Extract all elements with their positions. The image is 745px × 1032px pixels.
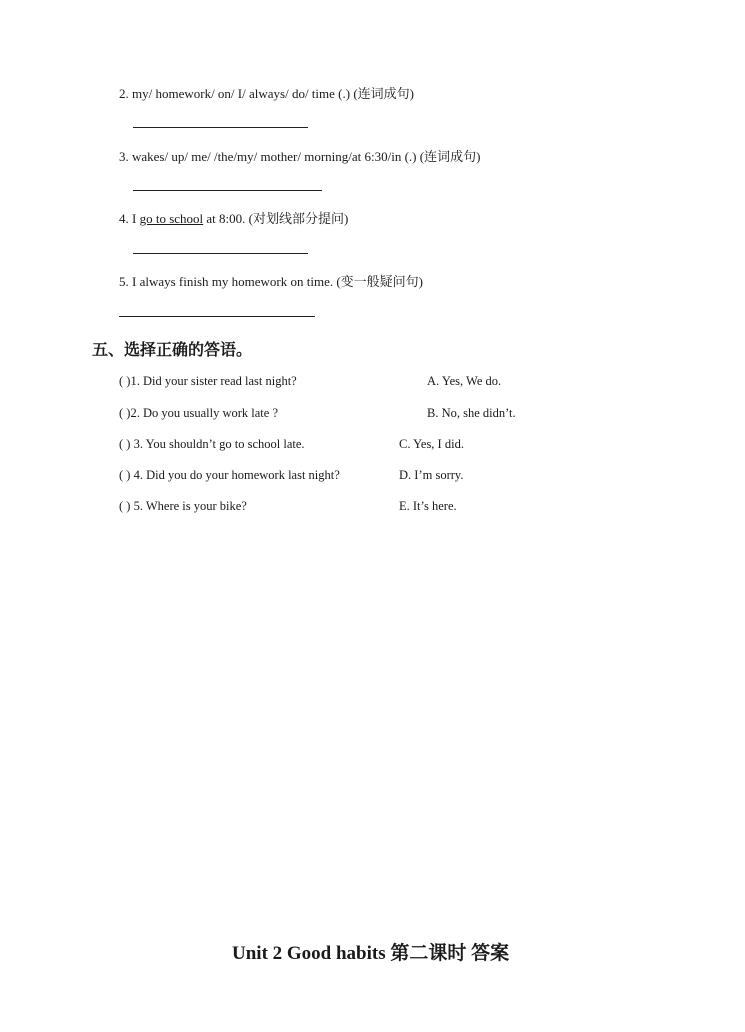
question-4-underlined: go to school — [139, 211, 204, 226]
match-answer-e: E. It’s here. — [399, 499, 457, 513]
match-question-3: ( ) 3. You shouldn’t go to school late. — [119, 437, 305, 451]
answer-line-3[interactable] — [133, 190, 322, 191]
match-answer-d: D. I’m sorry. — [399, 468, 464, 482]
match-question-5: ( ) 5. Where is your bike? — [119, 499, 247, 513]
question-4 — [119, 208, 348, 227]
match-answer-c: C. Yes, I did. — [399, 437, 464, 451]
answer-line-4[interactable] — [133, 253, 308, 254]
answer-key-title: Unit 2 Good habits 第二课时 答案 — [232, 943, 510, 964]
match-answer-a: A. Yes, We do. — [427, 374, 502, 388]
question-2: 2. my/ homework/ on/ I/ always/ do/ time (.) (连词成句) — [119, 86, 414, 101]
match-question-2: ( )2. Do you usually work late ? — [119, 406, 278, 420]
question-5: 5. I always finish my homework on time. (变一般疑问句) — [119, 274, 424, 289]
answer-line-2[interactable] — [133, 127, 308, 128]
answer-line-5[interactable] — [119, 316, 315, 317]
section-5-heading: 五、选择正确的答语。 — [92, 340, 253, 359]
match-question-4: ( ) 4. Did you do your homework last night? — [119, 468, 340, 482]
match-answer-b: B. No, she didn’t. — [427, 406, 516, 420]
match-question-1: ( )1. Did your sister read last night? — [119, 374, 297, 388]
question-4-prefix: 4. I — [119, 211, 140, 226]
question-3: 3. wakes/ up/ me/ /the/my/ mother/ morning/at 6:30/in (.) (连词成句) — [119, 149, 481, 164]
question-4-suffix: at 8:00. (对划线部分提问) — [203, 211, 349, 226]
